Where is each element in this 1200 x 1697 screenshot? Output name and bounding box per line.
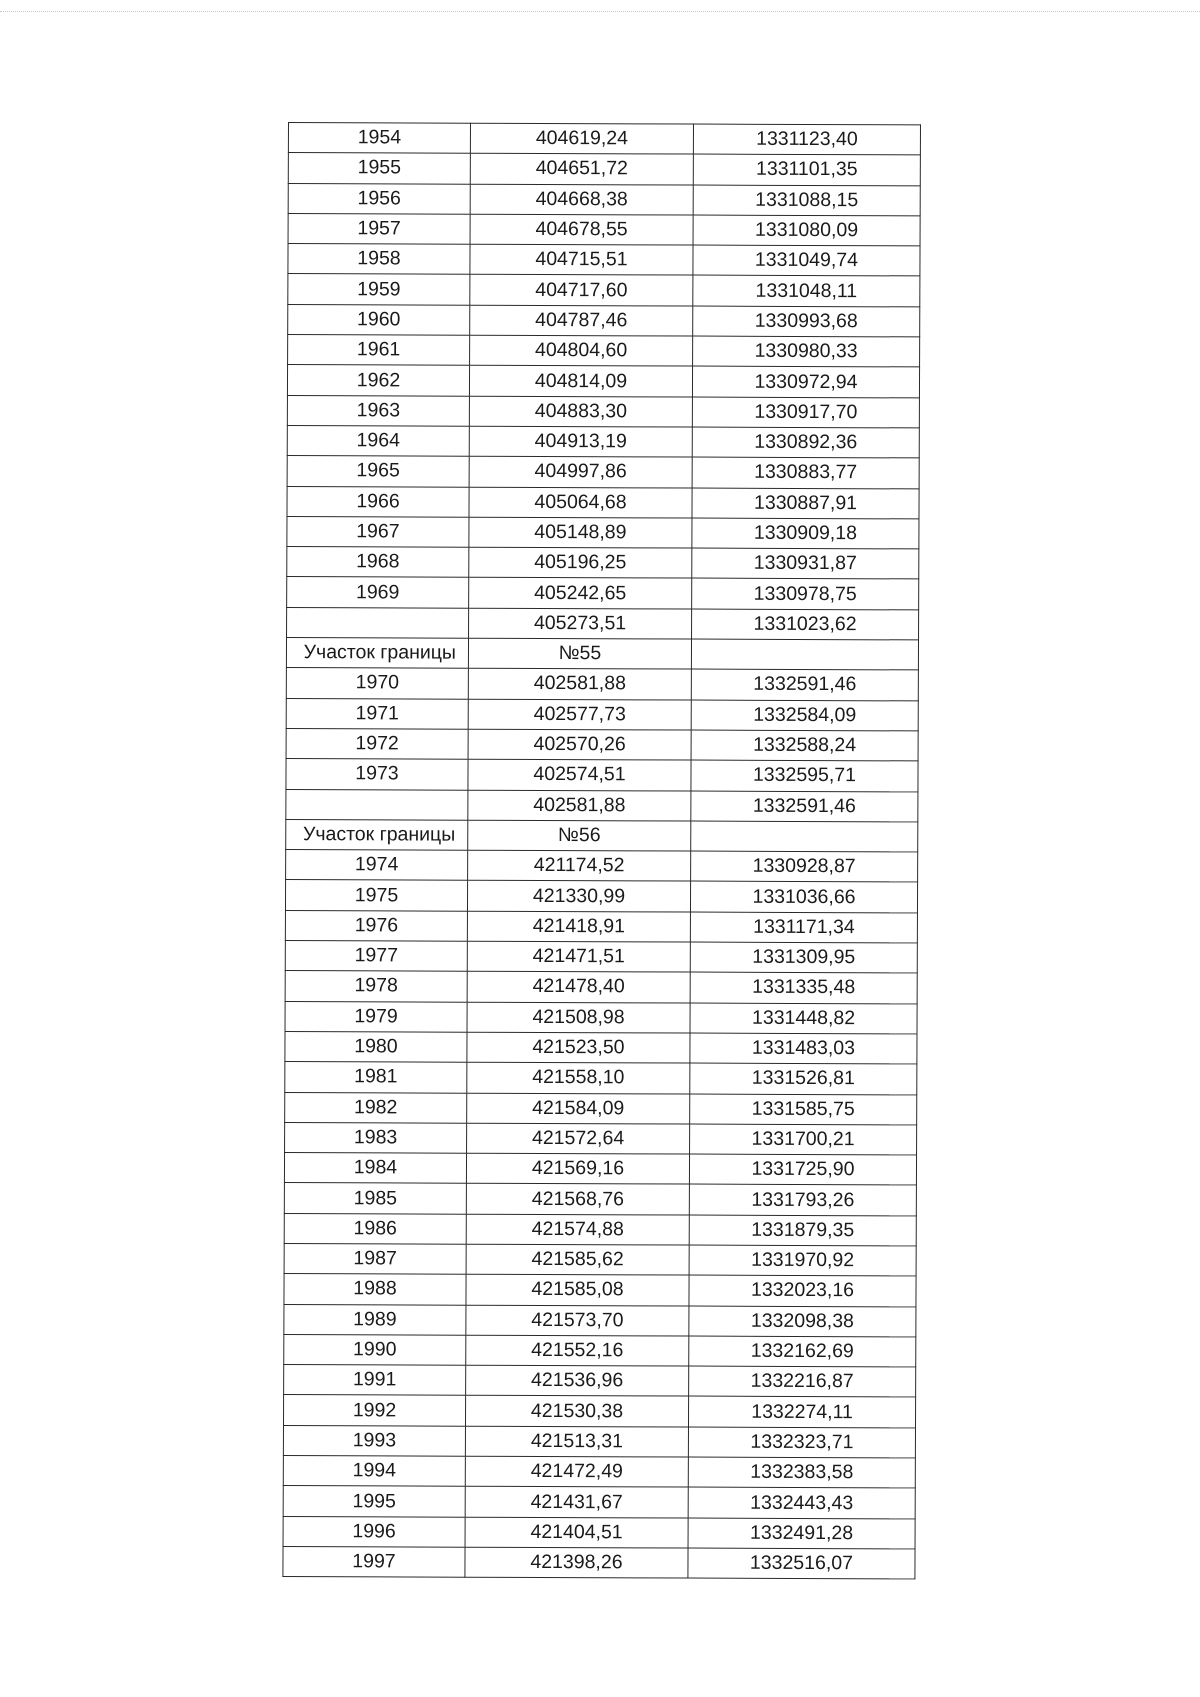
y-coordinate-cell: 1331448,82 [690, 1003, 917, 1034]
point-number-cell: 1996 [283, 1516, 465, 1547]
x-coordinate-cell: 405148,89 [469, 517, 692, 548]
y-coordinate-cell: 1330972,94 [692, 366, 919, 397]
x-coordinate-cell: 421404,51 [465, 1517, 688, 1548]
point-number-cell: 1994 [283, 1456, 465, 1487]
y-coordinate-cell: 1332383,58 [688, 1457, 915, 1488]
point-number-cell: 1971 [286, 698, 468, 729]
point-number-cell: 1983 [285, 1122, 467, 1153]
table-row [283, 1456, 915, 1489]
table-row [286, 698, 918, 731]
point-number-cell: 1979 [285, 1001, 467, 1032]
table-row [288, 153, 920, 186]
y-coordinate-cell: 1332595,71 [691, 760, 918, 791]
table-row [285, 1122, 917, 1155]
y-coordinate-cell: 1332588,24 [691, 730, 918, 761]
y-coordinate-cell: 1330928,87 [691, 851, 918, 882]
table-row [284, 1334, 916, 1367]
x-coordinate-cell: 421584,09 [467, 1093, 690, 1124]
point-number-cell: 1956 [288, 183, 470, 214]
point-number-cell: 1988 [284, 1274, 466, 1305]
point-number-cell: 1958 [288, 244, 470, 275]
point-number-cell: 1957 [288, 213, 470, 244]
x-coordinate-cell: 421552,16 [466, 1335, 689, 1366]
x-coordinate-cell: 421398,26 [465, 1547, 688, 1578]
y-coordinate-cell: 1331725,90 [689, 1154, 916, 1185]
table-row [285, 1092, 917, 1125]
table-row [287, 365, 919, 398]
point-number-cell: 1981 [285, 1062, 467, 1093]
x-coordinate-cell: №55 [468, 638, 691, 669]
point-number-cell: 1993 [283, 1425, 465, 1456]
point-number-cell: 1960 [288, 304, 470, 335]
x-coordinate-cell: 404913,19 [469, 426, 692, 457]
y-coordinate-cell: 1331171,34 [690, 912, 917, 943]
point-number-cell: 1995 [283, 1486, 465, 1517]
table-row [287, 456, 919, 489]
point-number-cell: 1989 [284, 1304, 466, 1335]
table-row [284, 1243, 916, 1276]
y-coordinate-cell: 1331088,15 [693, 185, 920, 216]
point-number-cell: 1969 [287, 577, 469, 608]
table-row [288, 183, 920, 216]
table-row [288, 304, 920, 337]
y-coordinate-cell: 1331080,09 [693, 215, 920, 246]
point-number-cell: 1997 [283, 1546, 465, 1577]
y-coordinate-cell: 1331036,66 [690, 881, 917, 912]
coordinates-table [282, 122, 921, 1580]
table-row [287, 607, 919, 640]
point-number-cell: 1984 [284, 1153, 466, 1184]
table-row [286, 789, 918, 822]
table-row [285, 1001, 917, 1034]
table-row [287, 486, 919, 519]
point-number-cell: 1977 [285, 941, 467, 972]
y-coordinate-cell: 1332591,46 [691, 791, 918, 822]
x-coordinate-cell: 404997,86 [469, 456, 692, 487]
table-row [287, 516, 919, 549]
x-coordinate-cell: 404651,72 [470, 153, 693, 184]
table-row [284, 1365, 916, 1398]
x-coordinate-cell: 404678,55 [470, 214, 693, 245]
y-coordinate-cell: 1331123,40 [693, 124, 920, 155]
point-number-cell: 1976 [285, 910, 467, 941]
table-row [288, 244, 920, 277]
y-coordinate-cell: 1330883,77 [692, 457, 919, 488]
x-coordinate-cell: 402574,51 [468, 759, 691, 790]
table-row [284, 1213, 916, 1246]
y-coordinate-cell: 1332216,87 [689, 1366, 916, 1397]
section-header-row [286, 819, 918, 852]
section-label-cell: Участок границы [286, 819, 468, 850]
y-coordinate-cell: 1330993,68 [693, 306, 920, 337]
x-coordinate-cell: 421174,52 [468, 850, 691, 881]
x-coordinate-cell: 421536,96 [466, 1365, 689, 1396]
table-row [283, 1395, 915, 1428]
point-number-cell: 1972 [286, 728, 468, 759]
x-coordinate-cell: 404787,46 [470, 305, 693, 336]
x-coordinate-cell: 404804,60 [470, 335, 693, 366]
y-coordinate-cell: 1332274,11 [688, 1397, 915, 1428]
point-number-cell: 1966 [287, 486, 469, 517]
table-row [283, 1425, 915, 1458]
table-row [284, 1153, 916, 1186]
y-coordinate-cell: 1332491,28 [688, 1518, 915, 1549]
y-coordinate-cell: 1332098,38 [689, 1306, 916, 1337]
table-row [288, 213, 920, 246]
table-row [285, 941, 917, 974]
table-row [283, 1516, 915, 1549]
y-coordinate-cell: 1332516,07 [688, 1548, 915, 1579]
x-coordinate-cell: 421508,98 [467, 1002, 690, 1033]
y-coordinate-cell: 1331048,11 [693, 276, 920, 307]
y-coordinate-cell: 1332443,43 [688, 1487, 915, 1518]
x-coordinate-cell: 421558,10 [467, 1062, 690, 1093]
y-coordinate-cell: 1332591,46 [691, 669, 918, 700]
section-label-cell: Участок границы [286, 638, 468, 669]
table-row [285, 1031, 917, 1064]
table-row [284, 1183, 916, 1216]
x-coordinate-cell: 402581,88 [468, 669, 691, 700]
point-number-cell: 1980 [285, 1031, 467, 1062]
table-row [286, 850, 918, 883]
point-number-cell: 1962 [287, 365, 469, 396]
x-coordinate-cell: 404668,38 [470, 184, 693, 215]
point-number-cell: 1985 [284, 1183, 466, 1214]
x-coordinate-cell: 405196,25 [469, 547, 692, 578]
y-coordinate-cell: 1332584,09 [691, 700, 918, 731]
point-number-cell: 1991 [284, 1365, 466, 1396]
point-number-cell: 1992 [283, 1395, 465, 1426]
x-coordinate-cell: 405064,68 [469, 487, 692, 518]
x-coordinate-cell: 421513,31 [465, 1426, 688, 1457]
x-coordinate-cell: 405273,51 [469, 608, 692, 639]
point-number-cell: 1961 [288, 335, 470, 366]
coordinates-table-body [283, 123, 921, 1580]
y-coordinate-cell: 1332323,71 [688, 1427, 915, 1458]
table-row [285, 910, 917, 943]
point-number-cell: 1968 [287, 547, 469, 578]
y-coordinate-cell: 1330980,33 [693, 336, 920, 367]
table-row [283, 1546, 915, 1579]
point-number-cell: 1986 [284, 1213, 466, 1244]
point-number-cell: 1974 [286, 850, 468, 881]
point-number-cell: 1959 [288, 274, 470, 305]
x-coordinate-cell: 421573,70 [466, 1305, 689, 1336]
y-coordinate-cell: 1330917,70 [692, 397, 919, 428]
x-coordinate-cell: 421574,88 [466, 1214, 689, 1245]
y-coordinate-cell: 1331585,75 [690, 1094, 917, 1125]
x-coordinate-cell: №56 [468, 820, 691, 851]
point-number-cell: 1965 [287, 456, 469, 487]
y-coordinate-cell [691, 821, 918, 852]
x-coordinate-cell: 421472,49 [465, 1456, 688, 1487]
x-coordinate-cell: 402570,26 [468, 729, 691, 760]
table-row [288, 335, 920, 368]
table-row [287, 547, 919, 580]
x-coordinate-cell: 421572,64 [467, 1123, 690, 1154]
y-coordinate-cell [691, 639, 918, 670]
x-coordinate-cell: 404814,09 [469, 366, 692, 397]
table-row [285, 880, 917, 913]
x-coordinate-cell: 421431,67 [465, 1487, 688, 1518]
y-coordinate-cell: 1331023,62 [692, 609, 919, 640]
table-row [283, 1486, 915, 1519]
x-coordinate-cell: 421585,62 [466, 1244, 689, 1275]
y-coordinate-cell: 1330978,75 [692, 579, 919, 610]
point-number-cell: 1967 [287, 516, 469, 547]
y-coordinate-cell: 1330887,91 [692, 488, 919, 519]
y-coordinate-cell: 1331879,35 [689, 1215, 916, 1246]
point-number-cell: 1963 [287, 395, 469, 426]
y-coordinate-cell: 1330909,18 [692, 518, 919, 549]
y-coordinate-cell: 1331793,26 [689, 1184, 916, 1215]
point-number-cell: 1990 [284, 1334, 466, 1365]
x-coordinate-cell: 421471,51 [467, 941, 690, 972]
point-number-cell: 1955 [288, 153, 470, 184]
x-coordinate-cell: 421418,91 [467, 911, 690, 942]
x-coordinate-cell: 402581,88 [468, 790, 691, 821]
table-row [285, 971, 917, 1004]
point-number-cell: 1978 [285, 971, 467, 1002]
x-coordinate-cell: 404717,60 [470, 275, 693, 306]
table-row [284, 1304, 916, 1337]
x-coordinate-cell: 405242,65 [469, 578, 692, 609]
table-row [287, 395, 919, 428]
table-row [288, 274, 920, 307]
table-row [285, 1062, 917, 1095]
section-header-row [286, 638, 918, 671]
x-coordinate-cell: 421569,16 [466, 1153, 689, 1184]
point-number-cell [287, 607, 469, 638]
table-row [286, 728, 918, 761]
y-coordinate-cell: 1331526,81 [690, 1063, 917, 1094]
x-coordinate-cell: 404883,30 [469, 396, 692, 427]
point-number-cell: 1975 [285, 880, 467, 911]
point-number-cell: 1964 [287, 425, 469, 456]
x-coordinate-cell: 421523,50 [467, 1032, 690, 1063]
y-coordinate-cell: 1332162,69 [689, 1336, 916, 1367]
y-coordinate-cell: 1331700,21 [690, 1124, 917, 1155]
x-coordinate-cell: 421530,38 [465, 1396, 688, 1427]
table-row [286, 668, 918, 701]
table-row [288, 123, 920, 156]
table-row [284, 1274, 916, 1307]
point-number-cell: 1970 [286, 668, 468, 699]
table-row [287, 425, 919, 458]
table-row [287, 577, 919, 610]
point-number-cell: 1987 [284, 1243, 466, 1274]
x-coordinate-cell: 421478,40 [467, 972, 690, 1003]
y-coordinate-cell: 1330931,87 [692, 548, 919, 579]
y-coordinate-cell: 1330892,36 [692, 427, 919, 458]
y-coordinate-cell: 1331483,03 [690, 1033, 917, 1064]
x-coordinate-cell: 404715,51 [470, 244, 693, 275]
point-number-cell: 1982 [285, 1092, 467, 1123]
point-number-cell [286, 789, 468, 820]
y-coordinate-cell: 1331101,35 [693, 154, 920, 185]
x-coordinate-cell: 404619,24 [470, 123, 693, 154]
y-coordinate-cell: 1331049,74 [693, 245, 920, 276]
y-coordinate-cell: 1331970,92 [689, 1245, 916, 1276]
x-coordinate-cell: 421330,99 [467, 881, 690, 912]
x-coordinate-cell: 421585,08 [466, 1274, 689, 1305]
y-coordinate-cell: 1332023,16 [689, 1275, 916, 1306]
point-number-cell: 1954 [288, 123, 470, 154]
point-number-cell: 1973 [286, 759, 468, 790]
x-coordinate-cell: 421568,76 [466, 1184, 689, 1215]
table-row [286, 759, 918, 792]
y-coordinate-cell: 1331335,48 [690, 972, 917, 1003]
y-coordinate-cell: 1331309,95 [690, 942, 917, 973]
x-coordinate-cell: 402577,73 [468, 699, 691, 730]
scan-edge-line [0, 11, 1200, 12]
